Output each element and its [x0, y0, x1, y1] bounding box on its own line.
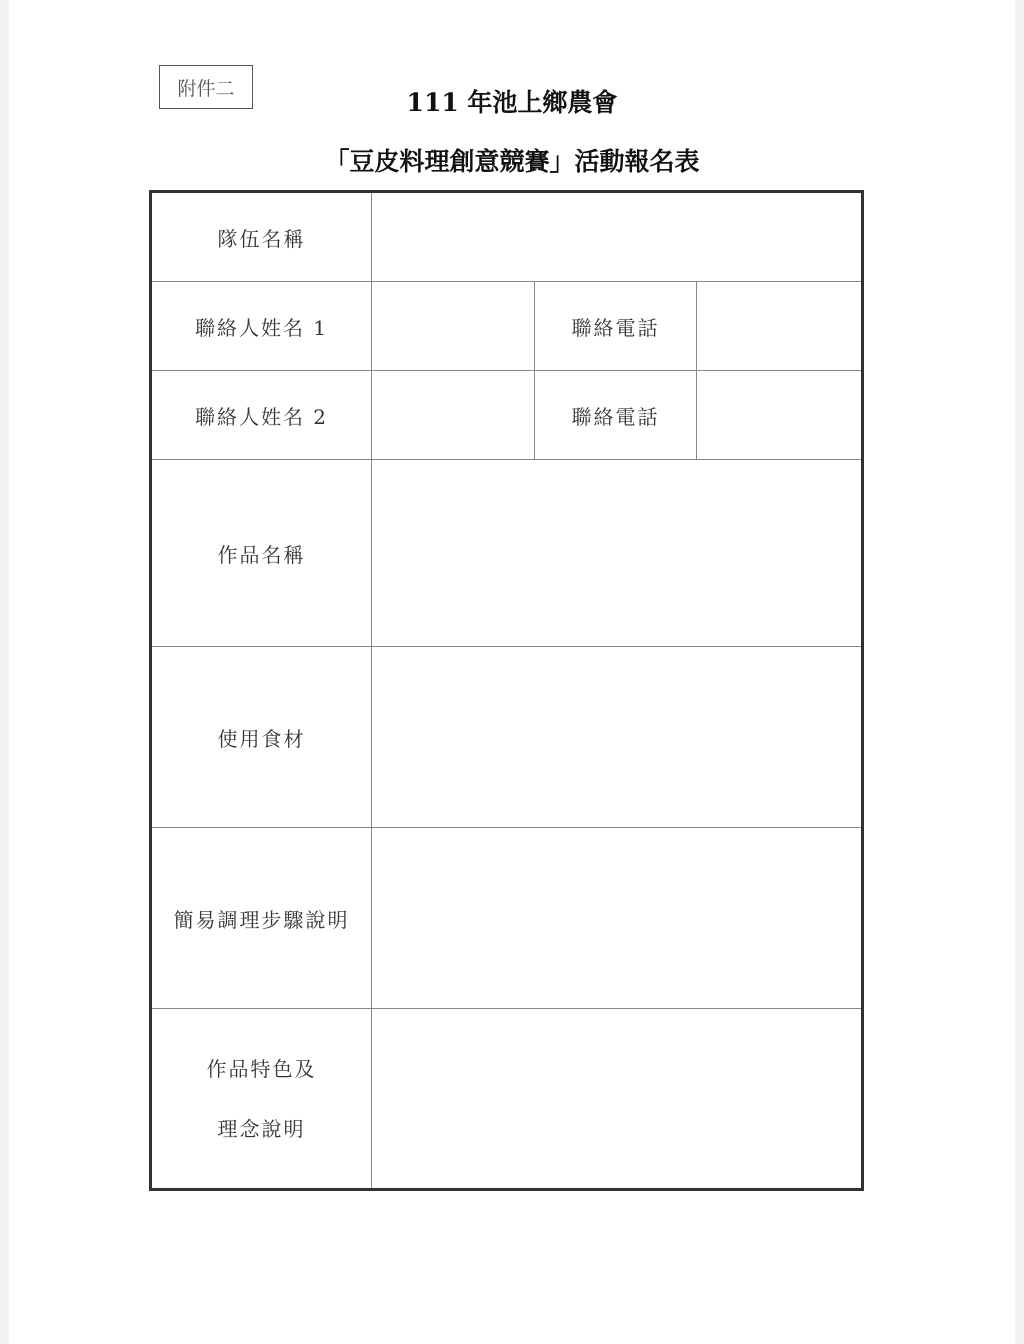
features-label — [151, 1009, 372, 1190]
table-row — [151, 282, 863, 371]
registration-table — [149, 190, 864, 1191]
table-row — [151, 460, 863, 647]
table-row — [151, 828, 863, 1009]
features-label-line2: 理念說明 — [217, 1116, 306, 1141]
contact1-phone-label: 聯絡電話 — [535, 282, 697, 371]
attachment-label-box: 附件二 — [159, 65, 253, 109]
work-name-label: 作品名稱 — [151, 460, 372, 647]
registration-form-page — [9, 0, 1015, 1344]
contact2-phone-field[interactable] — [697, 371, 863, 460]
features-label-line1: 作品特色及 — [206, 1056, 317, 1081]
cooking-steps-label: 簡易調理步驟說明 — [151, 828, 372, 1009]
contact1-phone-field[interactable] — [697, 282, 863, 371]
table-row — [151, 371, 863, 460]
team-name-label: 隊伍名稱 — [151, 192, 372, 282]
table-row — [151, 647, 863, 828]
work-name-field[interactable] — [372, 460, 863, 647]
page-subtitle: 「豆皮料理創意競賽」活動報名表 — [324, 147, 700, 176]
contact2-name-label: 聯絡人姓名 2 — [151, 371, 372, 460]
contact2-name-field[interactable] — [372, 371, 535, 460]
ingredients-field[interactable] — [372, 647, 863, 828]
contact1-name-label: 聯絡人姓名 1 — [151, 282, 372, 371]
contact2-phone-label: 聯絡電話 — [535, 371, 697, 460]
page-title: 111 年池上鄉農會 — [406, 88, 618, 117]
table-row — [151, 192, 863, 282]
contact1-name-field[interactable] — [372, 282, 535, 371]
table-row — [151, 1009, 863, 1190]
ingredients-label: 使用食材 — [151, 647, 372, 828]
features-field[interactable] — [372, 1009, 863, 1190]
cooking-steps-field[interactable] — [372, 828, 863, 1009]
team-name-field[interactable] — [372, 192, 863, 282]
